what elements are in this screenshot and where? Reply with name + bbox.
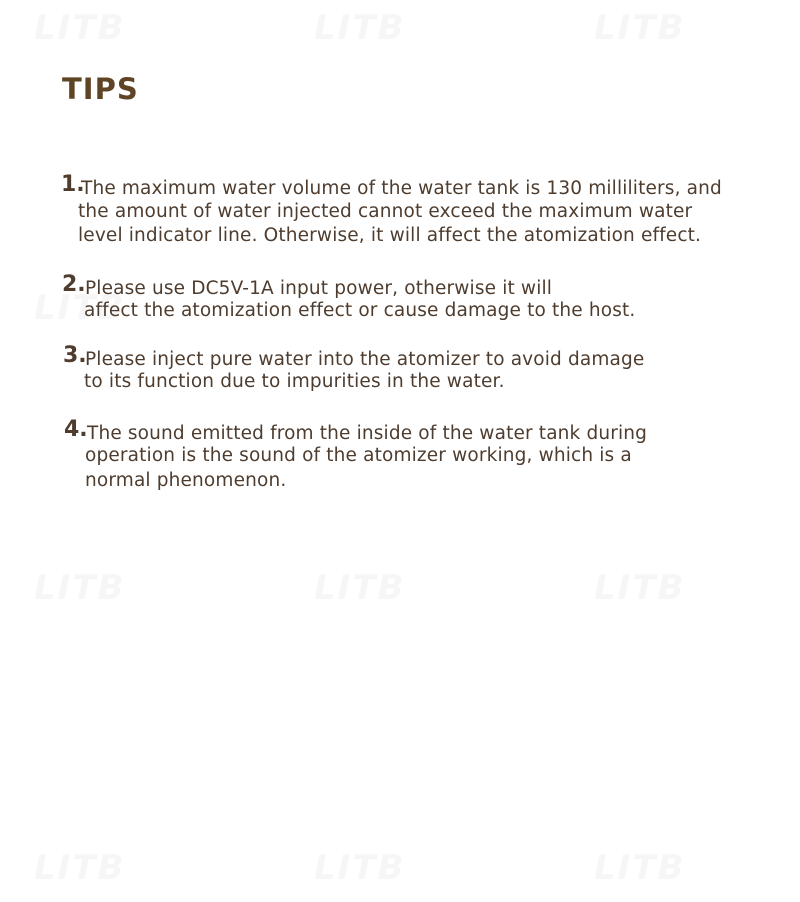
tip-number: 4.	[64, 417, 88, 442]
watermark	[314, 848, 405, 888]
tip-line: operation is the sound of the atomizer working, which is a	[85, 445, 632, 466]
watermark	[594, 848, 685, 888]
watermark	[314, 568, 405, 608]
watermark	[34, 8, 125, 48]
tip-line: normal phenomenon.	[85, 470, 287, 491]
tip-line: level indicator line. Otherwise, it will affect the atomization effect.	[78, 225, 702, 246]
tip-line: Please inject pure water into the atomizer to avoid damage	[85, 349, 645, 370]
tip-number: 2.	[62, 272, 86, 297]
watermark	[34, 848, 125, 888]
tip-line: affect the atomization effect or cause damage to the host.	[84, 300, 636, 321]
watermark	[594, 568, 685, 608]
tip-line: The sound emitted from the inside of the water tank during	[87, 423, 648, 444]
watermark	[594, 8, 685, 48]
watermark	[314, 8, 405, 48]
tip-line: to its function due to impurities in the water.	[84, 371, 505, 392]
tip-line: Please use DC5V-1A input power, otherwise it will	[85, 278, 553, 299]
tip-line: the amount of water injected cannot exceed the maximum water	[78, 201, 693, 222]
watermark	[34, 568, 125, 608]
tip-line: The maximum water volume of the water tank is 130 milliliters, and	[81, 178, 722, 199]
page-title: TIPS	[62, 72, 139, 106]
tip-number: 3.	[63, 343, 87, 368]
tip-number: 1.	[61, 172, 85, 197]
